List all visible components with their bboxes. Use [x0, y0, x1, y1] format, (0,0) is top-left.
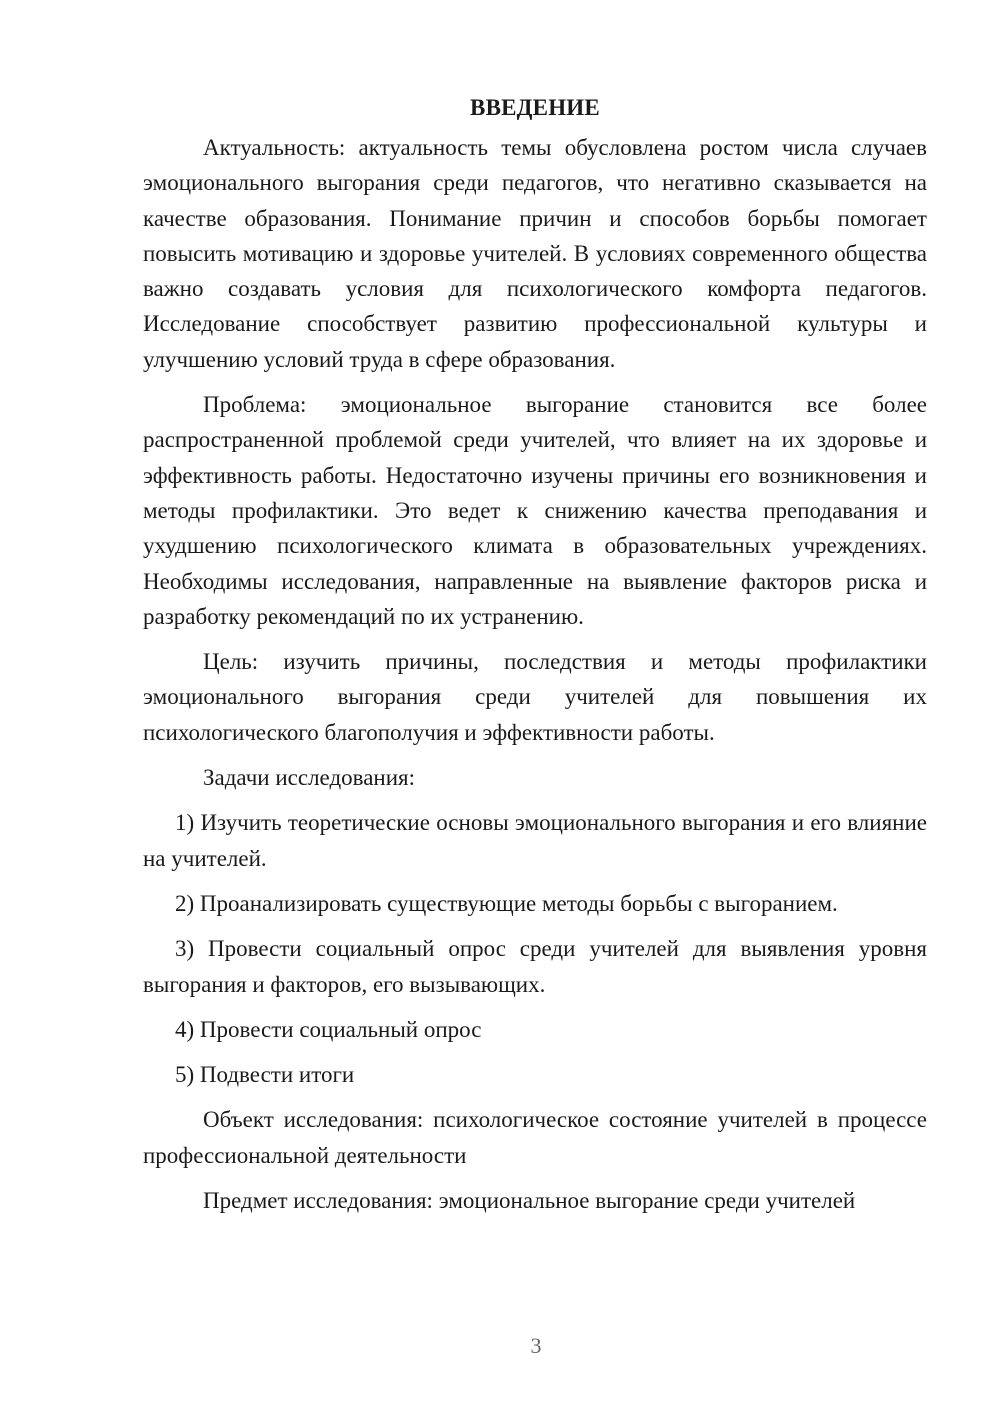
document-body — [143, 90, 927, 1228]
page-number: 3 — [530, 1333, 542, 1358]
paragraph-subject: Предмет исследования: эмоциональное выгорание среди учителей — [203, 1188, 856, 1214]
task-item-4: 4) Провести социальный опрос — [175, 1016, 482, 1042]
paragraph-goal: Цель: изучить причины, последствия и методы профилактики эмоционального выгорания среди учителей для повышения их психологического благополучия и эффективности работы. — [143, 649, 927, 745]
task-item-5: 5) Подвести итоги — [175, 1062, 355, 1088]
task-item-1: 1) Изучить теоретические основы эмоционального выгорания и его влияние на учителей. — [143, 810, 927, 871]
task-item-2: 2) Проанализировать существующие методы борьбы с выгоранием. — [175, 890, 838, 916]
page-title: ВВЕДЕНИЕ — [470, 95, 600, 120]
paragraph-object: Объект исследования: психологическое состояние учителей в процессе профессиональной деятельности — [143, 1107, 927, 1168]
task-item-3: 3) Провести социальный опрос среди учителей для выявления уровня выгорания и факторов, его вызывающих. — [143, 936, 927, 997]
paragraph-problem: Проблема: эмоциональное выгорание становится все более распространенной проблемой среди учителей, что влияет на их здоровье и эффективность работы. Недостаточно изучены причины его возникновения и методы профилактики. Это ведет к снижению качества преподавания и ухудшению психологического климата в образовательных учреждениях. Необходимы исследования, направленные на выявление факторов риска и разработку рекомендаций по их устранению. — [143, 392, 927, 629]
paragraph-tasks-heading: Задачи исследования: — [203, 765, 416, 791]
paragraph-relevance: Актуальность: актуальность темы обусловлена ростом числа случаев эмоционального выгорания среди педагогов, что негативно сказывается на качестве образования. Понимание причин и способов борьбы помогает повысить мотивацию и здоровье учителей. В условиях современного общества важно создавать условия для психологического комфорта педагогов. Исследование способствует развитию профессиональной культуры и улучшению условий труда в сфере образования. — [143, 135, 927, 372]
